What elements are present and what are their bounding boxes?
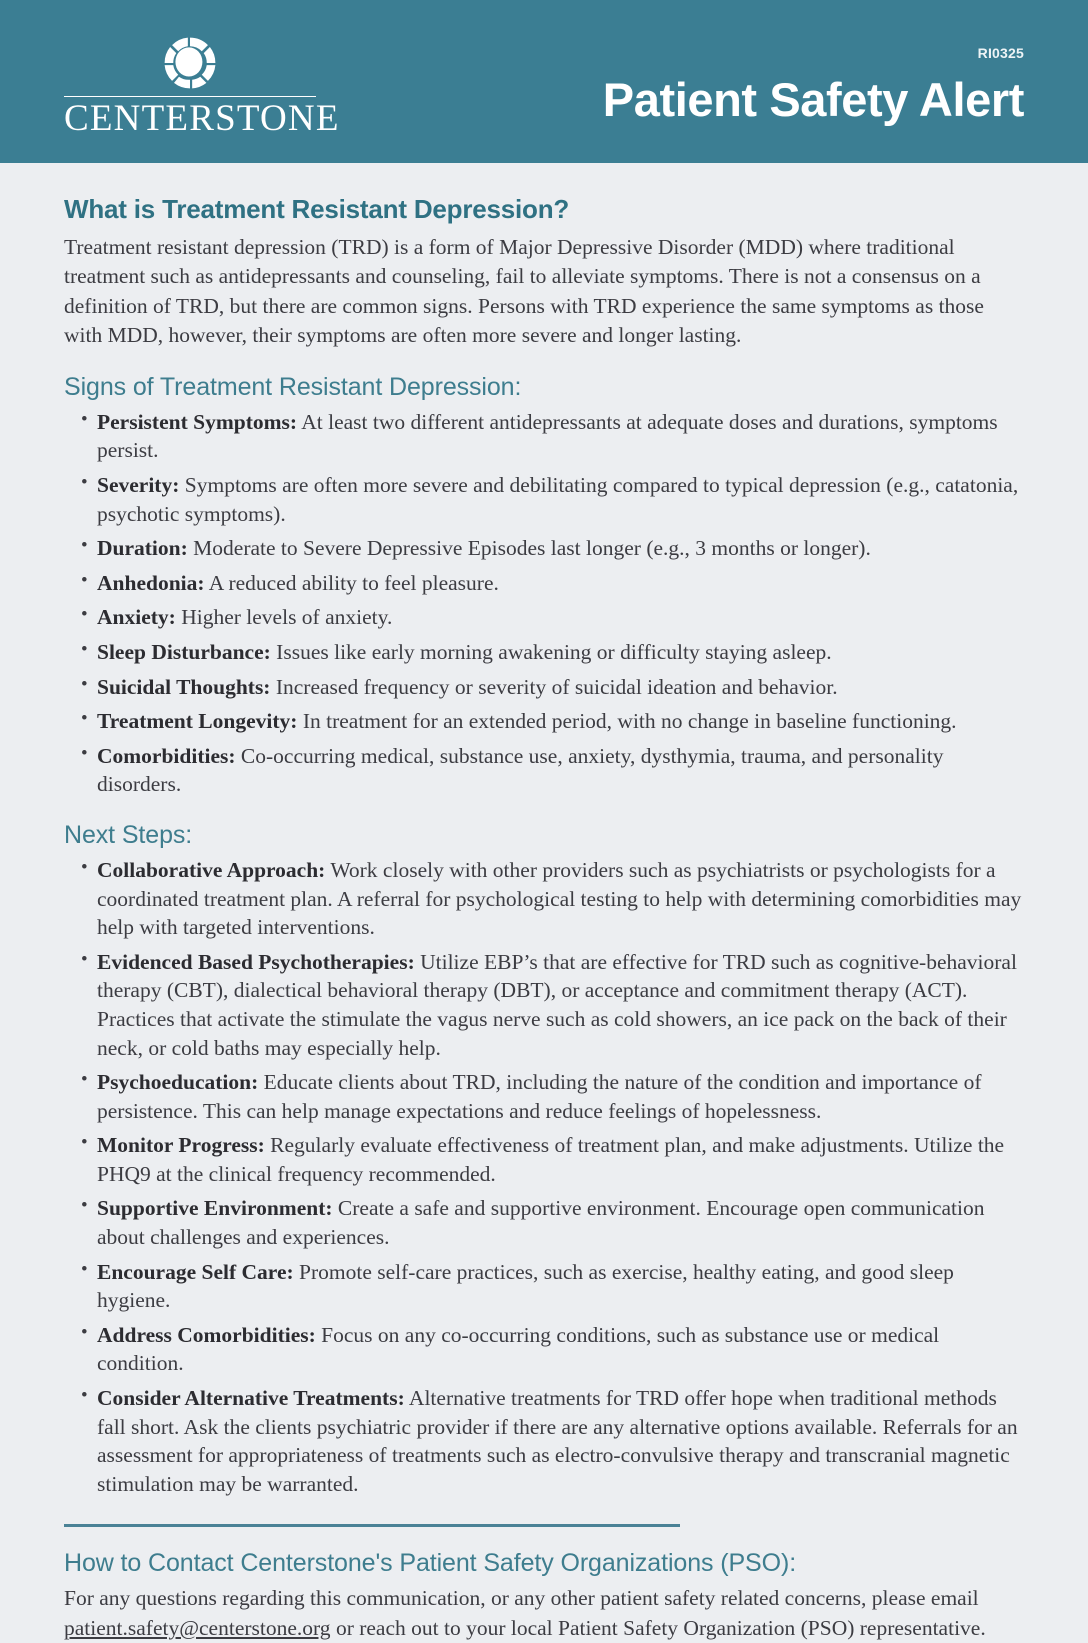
sign-item-text: Issues like early morning awakening or difficulty staying asleep.: [270, 639, 832, 664]
list-item: [64, 1068, 1024, 1125]
signs-list: [64, 408, 1024, 799]
list-item: [64, 603, 1024, 632]
next-step-item-text: Educate clients about TRD, including the nature of the condition and importance of persistence. This can help manage expectations and reduce feelings of hopelessness.: [97, 1070, 982, 1123]
sign-item-text: Higher levels of anxiety.: [175, 605, 393, 630]
next-step-item-lead: Evidenced Based Psychotherapies:: [97, 949, 415, 974]
sign-item-lead: Sleep Disturbance:: [97, 639, 271, 664]
centerstone-sunburst-emblem: [163, 36, 217, 90]
footer-text-after: or reach out to your local Patient Safety Organization (PSO) representative.: [330, 1615, 986, 1640]
next-step-item-lead: Supportive Environment:: [97, 1196, 333, 1221]
subheading-signs: Signs of Treatment Resistant Depression:: [64, 372, 522, 401]
patient-safety-email-link[interactable]: patient.safety@centerstone.org: [64, 1615, 331, 1640]
sign-item-lead: Suicidal Thoughts:: [97, 674, 271, 699]
list-item: [64, 707, 1024, 736]
list-item: [64, 408, 1024, 465]
sign-item-text: In treatment for an extended period, with no change in baseline functioning.: [297, 709, 957, 734]
page-title: Patient Safety Alert: [602, 73, 1024, 126]
next-step-item-lead: Psychoeducation:: [97, 1070, 259, 1095]
sign-item-text: Co-occurring medical, substance use, anxiety, dysthymia, trauma, and personality disorders.: [97, 743, 944, 797]
next-step-item-text: Promote self-care practices, such as exercise, healthy eating, and good sleep hygiene.: [97, 1259, 954, 1313]
sign-item-text: At least two different antidepressants at adequate doses and durations, symptoms persist.: [97, 409, 998, 463]
sign-item-lead: Persistent Symptoms:: [97, 409, 298, 434]
document-reference-code: RI0325: [977, 45, 1024, 61]
next-step-item-text: Regularly evaluate effectiveness of treatment plan, and make adjustments. Utilize the PHQ9 at the clinical frequency recommended.: [97, 1133, 1005, 1186]
document-body: [0, 194, 1088, 1643]
next-step-item-text: Focus on any co-occurring conditions, such as substance use or medical condition.: [97, 1322, 940, 1376]
logo-divider-rule: [64, 96, 316, 97]
list-item: [64, 471, 1024, 528]
next-step-item-lead: Encourage Self Care:: [97, 1259, 294, 1284]
footer-heading-contact-pso: How to Contact Centerstone's Patient Safety Organizations (PSO):: [64, 1549, 797, 1578]
logo-wordmark: CENTERSTONE: [64, 98, 340, 139]
sign-item-text: Symptoms are often more severe and debilitating compared to typical depression (e.g., catatonia, psychotic symptoms).: [97, 473, 1019, 526]
header-band: [0, 0, 1088, 163]
sign-item-lead: Anhedonia:: [97, 570, 205, 595]
next-step-item-lead: Monitor Progress:: [97, 1133, 265, 1158]
list-item: [64, 1194, 1024, 1251]
footer-divider: [64, 1524, 680, 1527]
next-step-item-text: Alternative treatments for TRD offer hope when traditional methods fall short. Ask the clients psychiatric provider if there are any alternative options available. Referrals for an assessment for appropriateness of treatments such as electro-convulsive therapy and transcranial magnetic stimulation may be warranted.: [97, 1386, 1018, 1496]
next-step-item-text: Create a safe and supportive environment. Encourage open communication about challenges and experiences.: [97, 1196, 985, 1250]
sign-item-lead: Treatment Longevity:: [97, 709, 298, 734]
list-item: [64, 534, 1024, 563]
list-item: [64, 638, 1024, 667]
intro-paragraph: Treatment resistant depression (TRD) is a form of Major Depressive Disorder (MDD) where traditional treatment such as antidepressants and counseling, fail to alleviate symptoms. There is not a consensus on a definition of TRD, but there are common signs. Persons with TRD experience the same symptoms as those with MDD, however, their symptoms are often more severe and longer lasting.: [64, 235, 984, 348]
list-item: [64, 1384, 1024, 1498]
list-item: [64, 1258, 1024, 1315]
list-item: [64, 742, 1024, 799]
sign-item-lead: Severity:: [97, 473, 180, 497]
centerstone-logo: [64, 36, 340, 139]
next-step-item-text: Work closely with other providers such as psychiatrists or psychologists for a coordinated treatment plan. A referral for psychological testing to help with determining comorbidities may help with targeted interventions.: [97, 857, 1022, 940]
list-item: [64, 1321, 1024, 1378]
list-item: [64, 948, 1024, 1062]
section-title-what-is-trd: What is Treatment Resistant Depression?: [64, 194, 570, 224]
sign-item-text: Moderate to Severe Depressive Episodes last longer (e.g., 3 months or longer).: [187, 536, 871, 561]
next-step-item-lead: Address Comorbidities:: [97, 1322, 316, 1347]
sign-item-text: A reduced ability to feel pleasure.: [204, 570, 499, 595]
sign-item-lead: Duration:: [97, 536, 188, 561]
next-step-item-lead: Consider Alternative Treatments:: [97, 1386, 405, 1411]
list-item: [64, 569, 1024, 598]
next-steps-list: [64, 856, 1024, 1498]
footer-text-before: For any questions regarding this communication, or any other patient safety related concerns, please email: [64, 1586, 979, 1611]
next-step-item-text: Utilize EBP’s that are effective for TRD such as cognitive-behavioral therapy (CBT), dialectical behavioral therapy (DBT), or acceptance and commitment therapy (ACT). Practices that activate the stimulate the vagus nerve such as cold showers, an ice pack on the back of their neck, or cold baths may especially help.: [97, 949, 1017, 1060]
list-item: [64, 856, 1024, 942]
footer-contact-text: [64, 1584, 1024, 1643]
subheading-next-steps: Next Steps:: [64, 820, 193, 849]
list-item: [64, 673, 1024, 702]
list-item: [64, 1131, 1024, 1188]
sign-item-text: Increased frequency or severity of suicidal ideation and behavior.: [270, 674, 838, 699]
sign-item-lead: Comorbidities:: [97, 743, 236, 768]
next-step-item-lead: Collaborative Approach:: [97, 857, 326, 882]
sign-item-lead: Anxiety:: [97, 605, 176, 630]
